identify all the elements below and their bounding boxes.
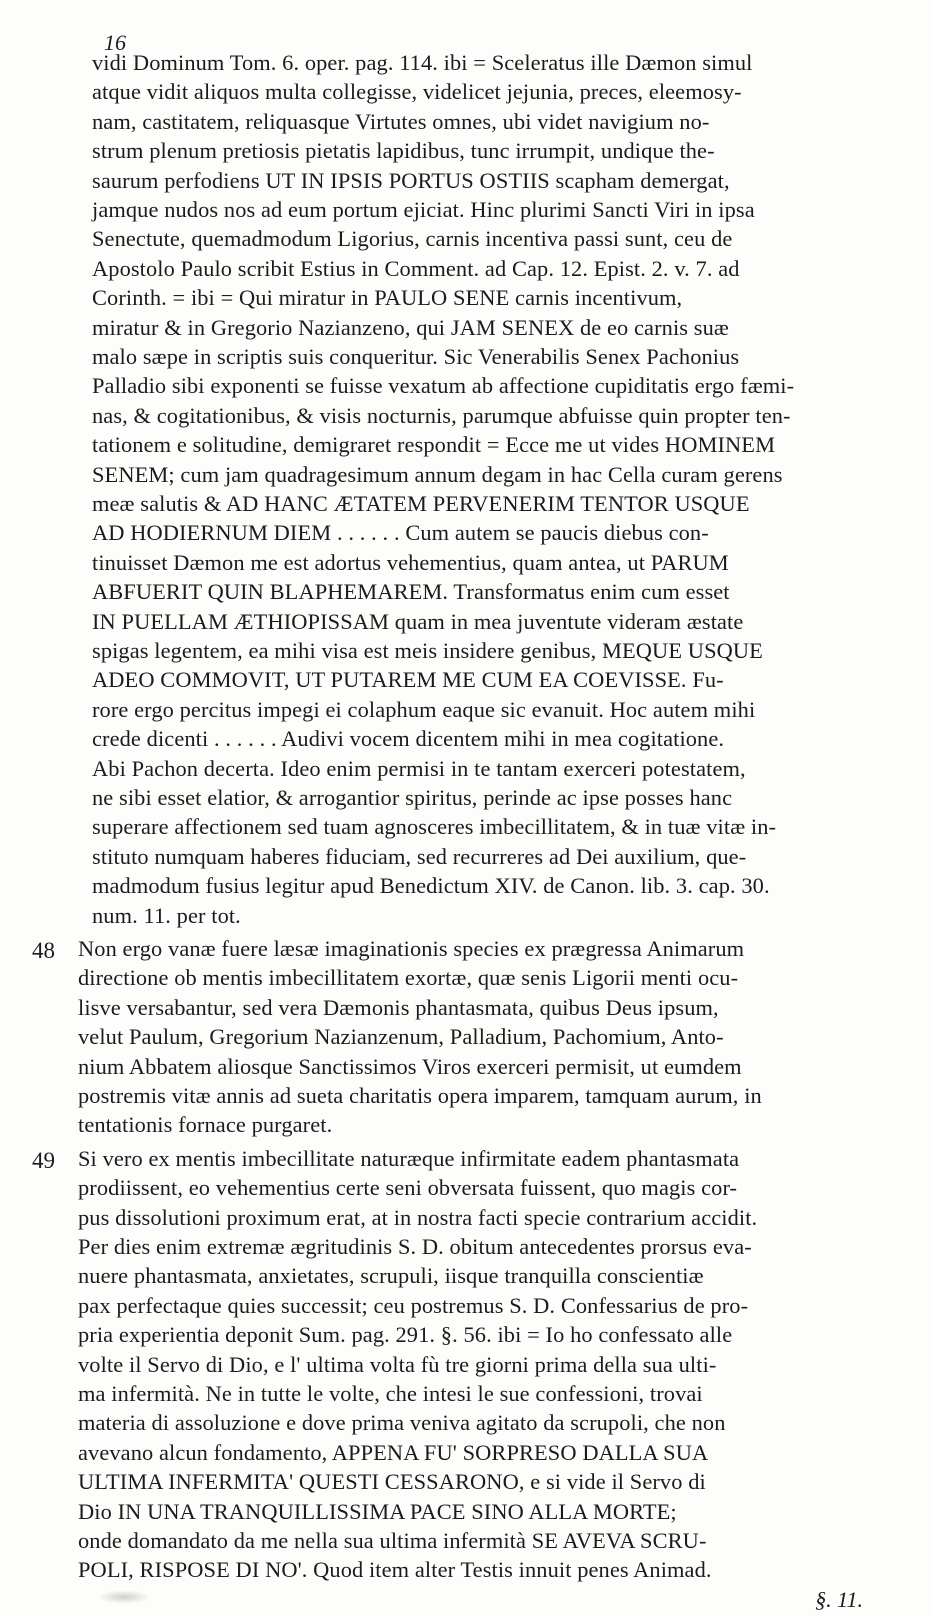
paragraph-line: lisve versabantur, sed vera Dæmonis phantasmata, quibus Deus ipsum, bbox=[78, 994, 719, 1020]
paragraph-line: Non ergo vanæ fuere læsæ imaginationis species ex prægressa Animarum bbox=[78, 936, 745, 961]
quote-line: Corinth. = ibi = Qui miratur in PAULO SENE carnis incentivum, bbox=[92, 285, 683, 311]
quote-line: madmodum fusius legitur apud Benedictum XIV. de Canon. lib. 3. cap. 30. bbox=[92, 873, 770, 899]
quote-line: SENEM; cum jam quadragesimum annum degam in hac Cella curam gerens bbox=[92, 461, 783, 487]
paragraph-line: pax perfectaque quies successit; ceu postremus S. D. Confessarius de pro- bbox=[78, 1292, 749, 1318]
quote-line: miratur & in Gregorio Nazianzeno, qui JAM SENEX de eo carnis suæ bbox=[92, 314, 729, 340]
paragraph-line: avevano alcun fondamento, APPENA FU' SORPRESO DALLA SUA bbox=[78, 1439, 709, 1465]
quote-line: superare affectionem sed tuam agnosceres imbecillitatem, & in tuæ vitæ in- bbox=[92, 814, 777, 840]
paragraph-number: 48 bbox=[32, 938, 55, 963]
paragraph-line: Si vero ex mentis imbecillitate naturæque infirmitate eadem phantasmata bbox=[78, 1145, 740, 1171]
quote-line: saurum perfodiens UT IN IPSIS PORTUS OSTIIS scapham demergat, bbox=[92, 167, 730, 193]
paragraph-line: pus dissolutioni proximum erat, at in nostra facti specie contrarium accidit. bbox=[78, 1204, 758, 1230]
quote-line: ABFUERIT QUIN BLAPHEMAREM. Transformatus enim cum esset bbox=[92, 579, 730, 605]
quote-line: AD HODIERNUM DIEM . . . . . . Cum autem se paucis diebus con- bbox=[92, 520, 709, 546]
quote-line: spigas legentem, ea mihi visa est meis insidere genibus, MEQUE USQUE bbox=[92, 638, 763, 663]
quote-line: rore ergo percitus impegi ei colaphum eaque sic evanuit. Hoc autem mihi bbox=[92, 696, 756, 722]
quote-line: jamque nudos nos ad eum portum ejiciat. Hinc plurimi Sancti Viri in ipsa bbox=[92, 197, 755, 222]
quote-line: ne sibi esset elatior, & arrogantior spiritus, perinde ac ipse posses hanc bbox=[92, 785, 733, 810]
paragraph-line: prodiissent, eo vehementius certe seni obversata fuissent, quo magis cor- bbox=[78, 1175, 738, 1201]
paragraph-number: 49 bbox=[32, 1147, 55, 1173]
paragraph-line: materia di assoluzione e dove prima veniva agitato da scrupoli, che non bbox=[78, 1410, 726, 1436]
ink-smudge bbox=[98, 1590, 150, 1604]
paragraph-line: directione ob mentis imbecillitatem exortæ, quæ senis Ligorii menti ocu- bbox=[78, 965, 739, 991]
paragraph-line: ma infermità. Ne in tutte le volte, che intesi le sue confessioni, trovai bbox=[78, 1381, 703, 1406]
paragraph-line: ULTIMA INFERMITA' QUESTI CESSARONO, e si vide il Servo di bbox=[78, 1469, 706, 1495]
catchword: §. 11. bbox=[815, 1586, 863, 1612]
paragraph-line: postremis vitæ annis ad sueta charitatis opera imparem, tamquam aurum, in bbox=[78, 1083, 762, 1108]
page-number: 16 bbox=[104, 30, 126, 55]
quote-line: atque vidit aliquos multa collegisse, videlicet jejunia, preces, eleemosy- bbox=[92, 79, 742, 105]
paragraph-line: tentationis fornace purgaret. bbox=[78, 1112, 333, 1138]
quote-line: Abi Pachon decerta. Ideo enim permisi in te tantam exerceri potestatem, bbox=[92, 755, 746, 781]
paragraph-line: POLI, RISPOSE DI NO'. Quod item alter Testis innuit penes Animad. bbox=[78, 1557, 712, 1583]
quote-line: nas, & cogitationibus, & visis nocturnis, parumque abfuisse quin propter ten- bbox=[92, 402, 791, 428]
paragraph-line: volte il Servo di Dio, e l' ultima volta fù tre giorni prima della sua ulti- bbox=[78, 1351, 717, 1377]
quote-line: Senectute, quemadmodum Ligorius, carnis incentiva passi sunt, ceu de bbox=[92, 226, 733, 252]
paragraph-line: nium Abbatem aliosque Sanctissimos Viros exerceri permisit, ut eumdem bbox=[78, 1053, 742, 1079]
quote-line: meæ salutis & AD HANC ÆTATEM PERVENERIM TENTOR USQUE bbox=[92, 491, 750, 516]
quote-line: malo sæpe in scriptis suis conqueritur. Sic Venerabilis Senex Pachonius bbox=[92, 344, 740, 369]
paragraph-line: Dio IN UNA TRANQUILLISSIMA PACE SINO ALLA MORTE; bbox=[78, 1498, 677, 1524]
paragraph-line: Per dies enim extremæ ægritudinis S. D. obitum antecedentes prorsus eva- bbox=[78, 1234, 752, 1259]
quote-line: ADEO COMMOVIT, UT PUTAREM ME CUM EA COEVISSE. Fu- bbox=[92, 667, 724, 693]
paragraph-line: velut Paulum, Gregorium Nazianzenum, Palladium, Pachomium, Anto- bbox=[78, 1024, 724, 1050]
paragraph-line: onde domandato da me nella sua ultima infermità SE AVEVA SCRU- bbox=[78, 1528, 707, 1553]
paragraph-line: nuere phantasmata, anxietates, scrupuli, iisque tranquilla conscientiæ bbox=[78, 1263, 704, 1289]
quote-line: nam, castitatem, reliquasque Virtutes omnes, ubi videt navigium no- bbox=[92, 108, 710, 134]
quote-line: crede dicenti . . . . . . Audivi vocem dicentem mihi in mea cogitatione. bbox=[92, 726, 725, 752]
quote-line: num. 11. per tot. bbox=[92, 902, 241, 928]
paragraph-line: pria experientia deponit Sum. pag. 291. §. 56. ibi = Io ho confessato alle bbox=[78, 1322, 733, 1348]
quote-line: stituto numquam haberes fiduciam, sed recurreres ad Dei auxilium, que- bbox=[92, 843, 747, 869]
quote-line: strum plenum pretiosis pietatis lapidibus, tunc irrumpit, undique the- bbox=[92, 138, 715, 164]
quote-line: tinuisset Dæmon me est adortus vehementius, quam antea, ut PARUM bbox=[92, 549, 729, 575]
quote-line: Apostolo Paulo scribit Estius in Comment. ad Cap. 12. Epist. 2. v. 7. ad bbox=[92, 255, 740, 281]
quote-line: Palladio sibi exponenti se fuisse vexatum ab affectione cupiditatis ergo fæmi- bbox=[92, 373, 795, 399]
quote-line: tationem e solitudine, demigraret respondit = Ecce me ut vides HOMINEM bbox=[92, 432, 776, 458]
quote-line: vidi Dominum Tom. 6. oper. pag. 114. ibi = Sceleratus ille Dæmon simul bbox=[92, 50, 753, 75]
quote-line: IN PUELLAM ÆTHIOPISSAM quam in mea juventute videram æstate bbox=[92, 608, 744, 634]
